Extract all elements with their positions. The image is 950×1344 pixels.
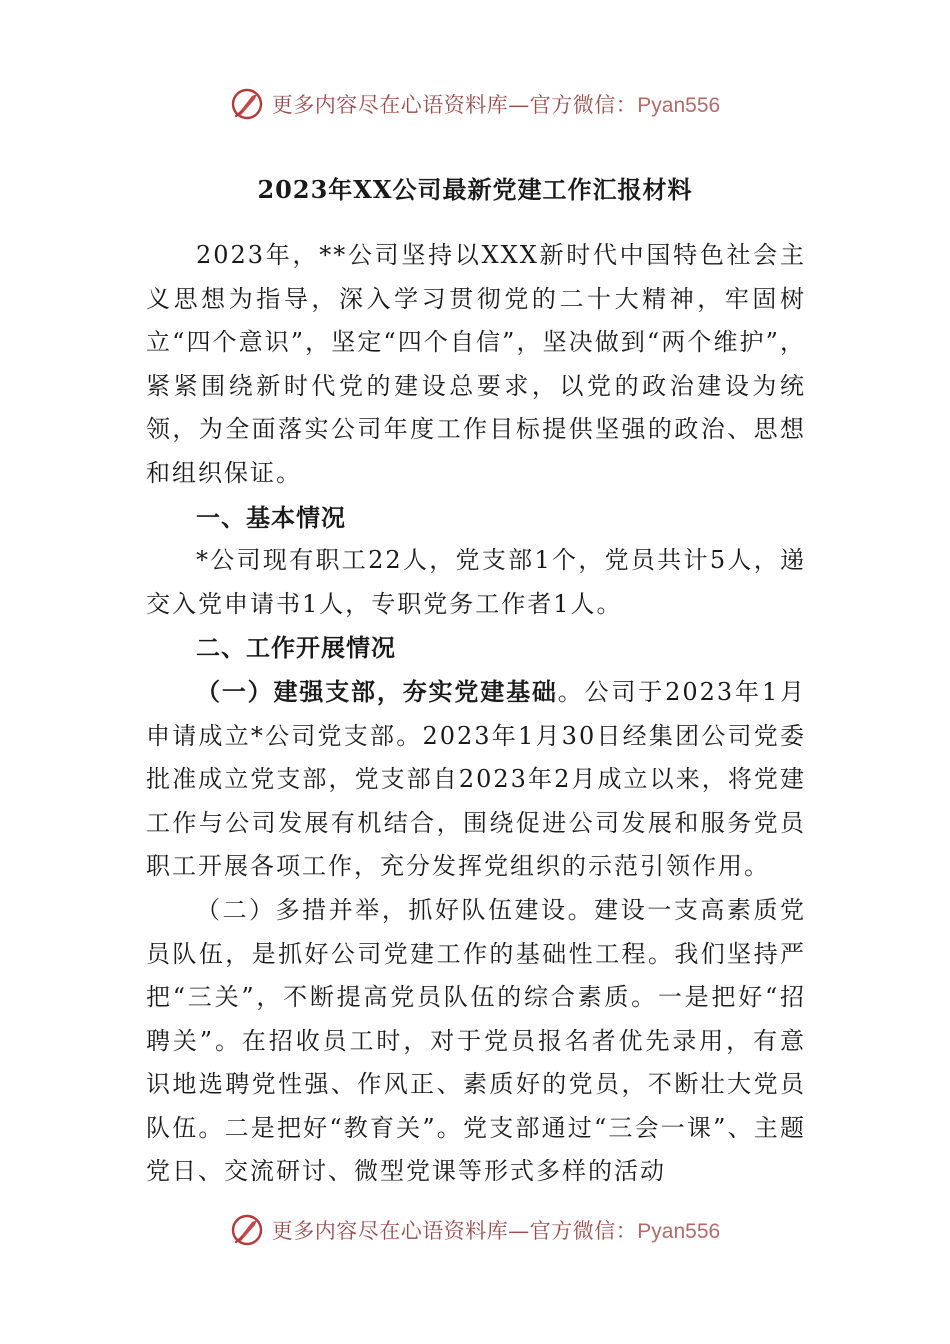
work-item-1-paragraph [146,670,806,889]
document-body [146,234,806,1194]
section-heading-work-progress: 二、工作开展情况 [196,633,396,663]
work-item-1-body: 。公司于2023年1月申请成立*公司党支部。2023年1月30日经集团公司党委批准成立党支部，党支部自2023年2月成立以来，将党建工作与公司发展有机结合，围绕促进公司发展和服务党员职工开展各项工作，充分发挥党组织的示范引领作用。 [146,677,806,881]
wechat-id: Pyan556 [637,94,721,117]
footer-watermark [0,1210,950,1250]
wechat-id: Pyan556 [637,1220,721,1243]
watermark-text: 更多内容尽在心语资料库—官方微信：Pyan556 [271,93,721,117]
intro-paragraph: 2023年，**公司坚持以XXX新时代中国特色社会主义思想为指导，深入学习贯彻党的二十大精神，牢固树立“四个意识”，坚定“四个自信”，坚决做到“两个维护”，紧紧围绕新时代党的建设总要求，以党的政治建设为统领，为全面落实公司年度工作目标提供坚强的政治、思想和组织保证。 [146,241,806,487]
quill-pen-logo-icon [230,1213,264,1247]
basic-situation-paragraph: *公司现有职工22人，党支部1个，党员共计5人，递交入党申请书1人，专职党务工作者1人。 [146,546,806,618]
watermark-text: 更多内容尽在心语资料库—官方微信：Pyan556 [271,1219,721,1243]
work-item-2-paragraph: （二）多措并举，抓好队伍建设。建设一支高素质党员队伍，是抓好公司党建工作的基础性工程。我们坚持严把“三关”，不断提高党员队伍的综合素质。一是把好“招聘关”。在招收员工时，对于党员报名者优先录用，有意识地选聘党性强、作风正、素质好的党员，不断壮大党员队伍。二是把好“教育关”。党支部通过“三会一课”、主题党日、交流研讨、微型党课等形式多样的活动 [146,895,806,1186]
document-title: 2023年XX公司最新党建工作汇报材料 [257,175,693,204]
work-item-1-lead: （一）建强支部，夯实党建基础 [196,676,558,706]
section-heading-basic-situation: 一、基本情况 [196,502,346,532]
quill-pen-logo-icon [230,87,264,121]
header-watermark [0,84,950,124]
